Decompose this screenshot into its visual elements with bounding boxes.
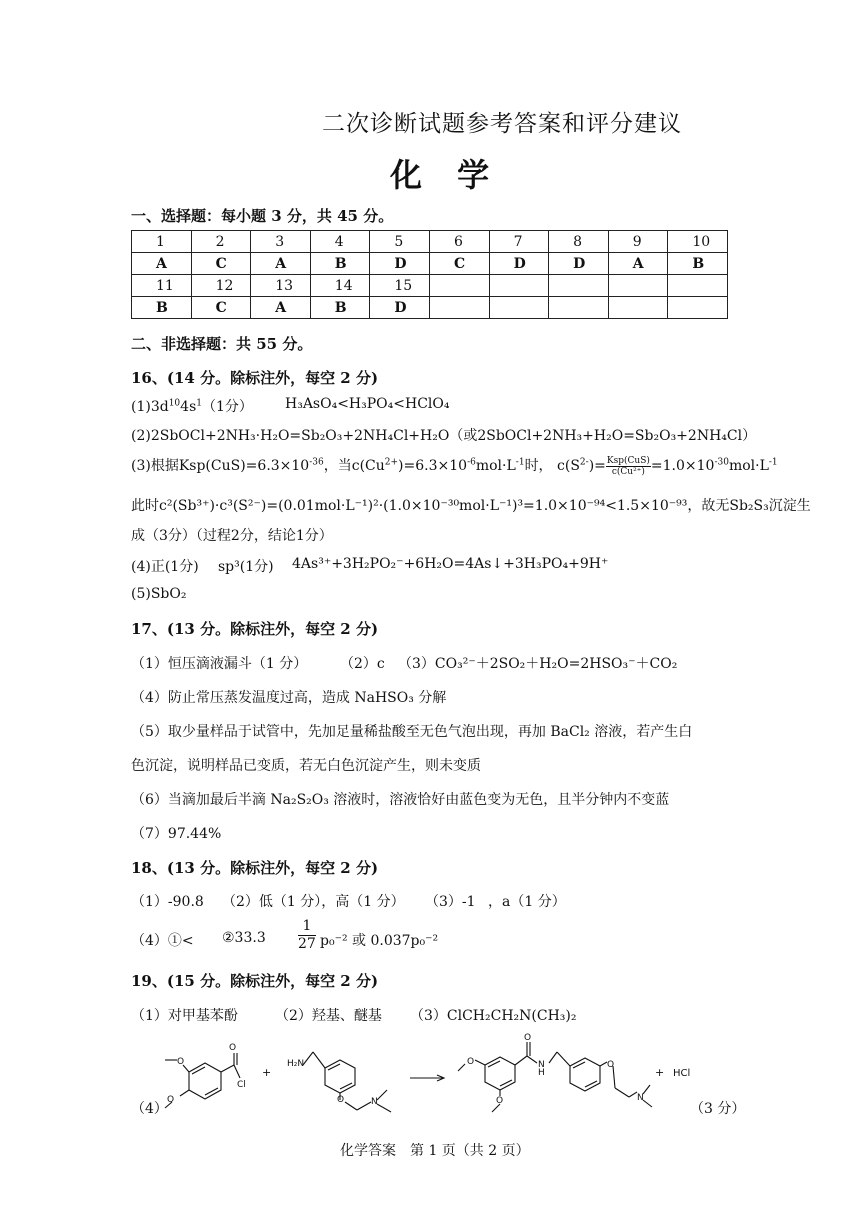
section1-heading: 一、选择题：每小题 3 分，共 45 分。 [131, 207, 394, 225]
q16-line5: 成（3分）（过程2分，结论1分） [131, 528, 333, 544]
amide-h-label: H [538, 1068, 545, 1078]
q16-line7: (5)SbO₂ [131, 586, 187, 602]
amide-o-label: O [524, 1033, 532, 1043]
q18-line2-fraction: $\frac{1}{27}$ [298, 918, 316, 952]
q18-line1c: （3）-1 [425, 894, 476, 910]
q18-line2a: （4）①< [131, 933, 194, 949]
q19-heading: 19、(15 分。除标注外，每空 2 分) [131, 972, 379, 990]
carbonyl-o-label: O [229, 1043, 237, 1053]
subject-title: 化 学 [390, 156, 502, 194]
chloride-label: Cl [237, 1080, 246, 1090]
table-row: 1 2 3 4 5 6 7 8 9 10 [132, 231, 728, 253]
q17-line1c: （3）CO₃²⁻＋2SO₂＋H₂O=2HSO₃⁻＋CO₂ [398, 656, 678, 672]
q17-heading: 17、(13 分。除标注外，每空 2 分) [131, 620, 379, 638]
q17-line1b: （2）c [340, 656, 385, 672]
q17-line4: 色沉淀，说明样品已变质，若无白色沉淀产生，则未变质 [131, 758, 481, 774]
ether-o-label-2: O [607, 1060, 615, 1070]
dimethylamine-label: N [371, 1097, 378, 1107]
q19-line1a: （1）对甲基苯酚 [131, 1008, 238, 1024]
q18-line2c: p₀⁻² 或 0.037p₀⁻² [320, 933, 439, 949]
table-row: 11 12 13 14 15 [132, 275, 728, 297]
q16-line6b: sp³(1分) [218, 559, 274, 575]
q18-heading: 18、(13 分。除标注外，每空 2 分) [131, 859, 379, 877]
q16-heading: 16、(14 分。除标注外，每空 2 分) [131, 369, 379, 387]
q18-line1d: ，a（1 分） [488, 894, 566, 910]
q19-part4-score: （3 分） [690, 1101, 746, 1117]
q16-line1-acids: H₃AsO₄<H₃PO₄<HClO₄ [285, 396, 450, 412]
section2-heading: 二、非选择题：共 55 分。 [131, 335, 313, 353]
amide-n-label: N [538, 1060, 545, 1070]
ether-o-label: O [337, 1095, 345, 1105]
methoxy-o-label-3: O [467, 1057, 475, 1067]
q16-line2: (2)2SbOCl+2NH₃·H₂O=Sb₂O₃+2NH₄Cl+H₂O（或2SbOCl+2NH₃+H₂O=Sb₂O₃+2NH₄Cl） [131, 428, 757, 444]
methoxy-o-label-4: O [496, 1096, 504, 1106]
answer-table [131, 230, 728, 319]
q17-line2: （4）防止常压蒸发温度过高，造成 NaHSO₃ 分解 [131, 690, 447, 706]
plus-sign: + [262, 1066, 272, 1079]
q16-line6a: (4)正(1分) [131, 559, 199, 575]
q17-line5: （6）当滴加最后半滴 Na₂S₂O₃ 溶液时，溶液恰好由蓝色变为无色，且半分钟内不变蓝 [131, 792, 670, 808]
q17-line6: （7）97.44% [131, 826, 222, 842]
ksp-fraction: $\frac{\text{Ksp(CuS)}}{\text{c(Cu²⁺)}}$ [606, 455, 650, 477]
q16-line3: (3)根据$Ksp(CuS)=6.3\times 10^{-36}$，当$c(Cu^{2+})=6.3\times 10^{-6}mol\cdot L^{-1}$时， $c(S^{2-})=$ $\frac{\text{Ksp(CuS)}}{\text{c(Cu²⁺)}}$ $=1.0\times 10^{-30}mol\cdot L^{-1}$ [131, 455, 778, 477]
dimethylamine-label-2: N [637, 1093, 644, 1103]
hcl-label: HCl [673, 1068, 691, 1079]
q19-part4-label: （4） [131, 1101, 168, 1117]
methoxy-o-label: O [177, 1057, 185, 1067]
q18-line1b: （2）低（1 分），高（1 分） [222, 894, 405, 910]
q18-line2b: ②33.3 [222, 930, 266, 946]
q19-line1b: （2）羟基、醚基 [275, 1008, 382, 1024]
methoxy-o-label-2: O [167, 1095, 175, 1105]
q16-line6c: 4As³⁺+3H₂PO₂⁻+6H₂O=4As↓+3H₃PO₄+9H⁺ [292, 556, 609, 572]
q17-line1a: （1）恒压滴液漏斗（1 分） [131, 656, 308, 672]
page-title: 二次诊断试题参考答案和评分建议 [322, 111, 682, 137]
q19-line1c: （3）ClCH₂CH₂N(CH₃)₂ [410, 1008, 577, 1024]
page-footer: 化学答案 第 1 页（共 2 页） [340, 1143, 530, 1159]
amine-label: H₂N [287, 1059, 305, 1069]
reaction-scheme [125, 1030, 745, 1125]
table-row: B C A B D [132, 297, 728, 319]
table-row: A C A B D C D D A B [132, 253, 728, 275]
q17-line3: （5）取少量样品于试管中，先加足量稀盐酸至无色气泡出现，再加 BaCl₂ 溶液，若产生白 [131, 724, 693, 740]
q16-line4: 此时c²(Sb³⁺)·c³(S²⁻)=(0.01mol·L⁻¹)²·(1.0×10⁻³⁰mol·L⁻¹)³=1.0×10⁻⁹⁴<1.5×10⁻⁹³，故无Sb₂S₃沉淀生 [131, 498, 811, 514]
plus-sign-2: + [655, 1066, 665, 1079]
q18-line1a: （1）-90.8 [131, 894, 204, 910]
q16-line1: $(1)3d^{10}4s^1(1$分） [131, 398, 253, 415]
